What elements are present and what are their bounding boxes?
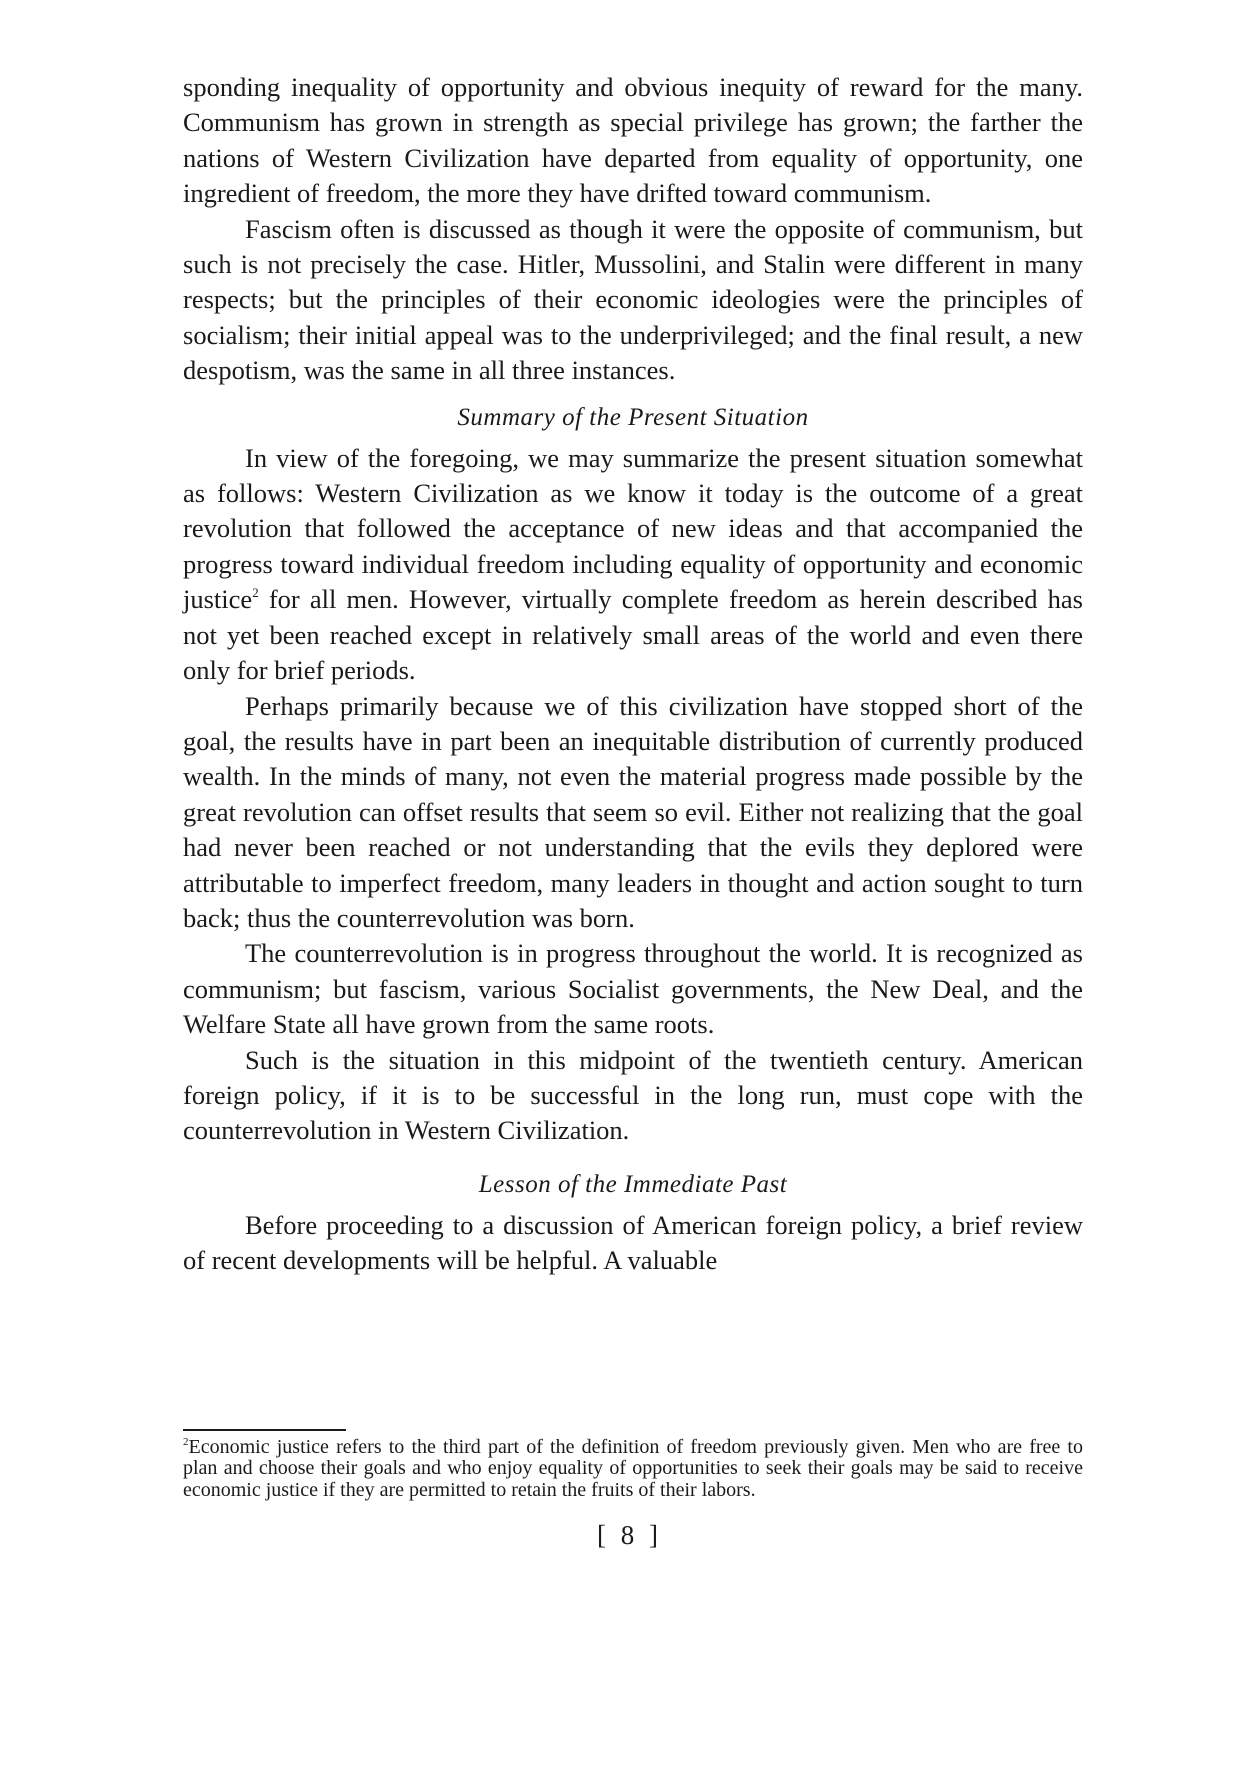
paragraph-goal: Perhaps primarily because we of this civilization have stopped short of the goal, the results have in part been an inequitable distribution of currently produced wealth. In the minds of many, not even the material progress made possible by the great revolution can offset results that seem so evil. Either not realizing that the goal had never been reached or not understanding that the evils they deplored were attributable to imperfect freedom, many leaders in thought and action sought to turn back; thus the counterrevolution was born. bbox=[183, 690, 1083, 933]
paragraph-fascism: Fascism often is discussed as though it were the opposite of communism, but such is not precisely the case. Hitler, Mussolini, and Stalin were different in many respects; but the principles of their economic ideologies were the principles of socialism; their initial appeal was to the underprivileged; and the final result, a new despotism, was the same in all three instances. bbox=[183, 213, 1083, 386]
paragraph-summary-text-a: In view of the foregoing, we may summarize the present situation somewhat as follows: Western Civilization as we know it today is the outcome of a great revolution that followed the acceptance of new ideas and that accompanied the progress toward individual freedom including equality of opportunity and economic justice bbox=[183, 442, 1083, 615]
paragraph-review: Before proceeding to a discussion of American foreign policy, a brief review of recent developments will be helpful. A valuable bbox=[183, 1209, 1083, 1276]
paragraph-counterrevolution: The counterrevolution is in progress throughout the world. It is recognized as communism; but fascism, various Socialist governments, the New Deal, and the Welfare State all have grown from the same roots. bbox=[183, 938, 1083, 1040]
paragraph-midpoint: Such is the situation in this midpoint of the twentieth century. American foreign policy, if it is to be successful in the long run, must cope with the counterrevolution in Western Civilization. bbox=[183, 1044, 1083, 1146]
page-number: [ 8 ] bbox=[597, 1520, 662, 1550]
footnote-text: Economic justice refers to the third part of the definition of freedom previously given. Men who are free to plan and choose their goals and who enjoy equality of opportunities to seek their goals may be said to receive economic justice if they are permitted to retain the fruits of their labors. bbox=[183, 1436, 1083, 1501]
footnote-divider bbox=[183, 1429, 346, 1431]
footnote-marker: 2 bbox=[183, 1436, 189, 1448]
page-body bbox=[183, 70, 1083, 1279]
paragraph-continuation: sponding inequality of opportunity and obvious inequity of reward for the many. Communism has grown in strength as special privilege has grown; the farther the nations of Western Civilization have departed from equality of opportunity, one ingredient of freedom, the more they have drifted toward communism. bbox=[183, 72, 1083, 209]
footnote-reference: 2 bbox=[252, 585, 259, 601]
section-heading-lesson: Lesson of the Immediate Past bbox=[478, 1170, 788, 1198]
section-heading-summary: Summary of the Present Situation bbox=[457, 403, 809, 431]
footnote bbox=[183, 1437, 1083, 1501]
paragraph-summary-text-b: for all men. However, virtually complete freedom as herein described has not yet been reached except in relatively small areas of the world and even there only for brief periods. bbox=[183, 584, 1083, 686]
paragraph-summary bbox=[183, 441, 1083, 689]
